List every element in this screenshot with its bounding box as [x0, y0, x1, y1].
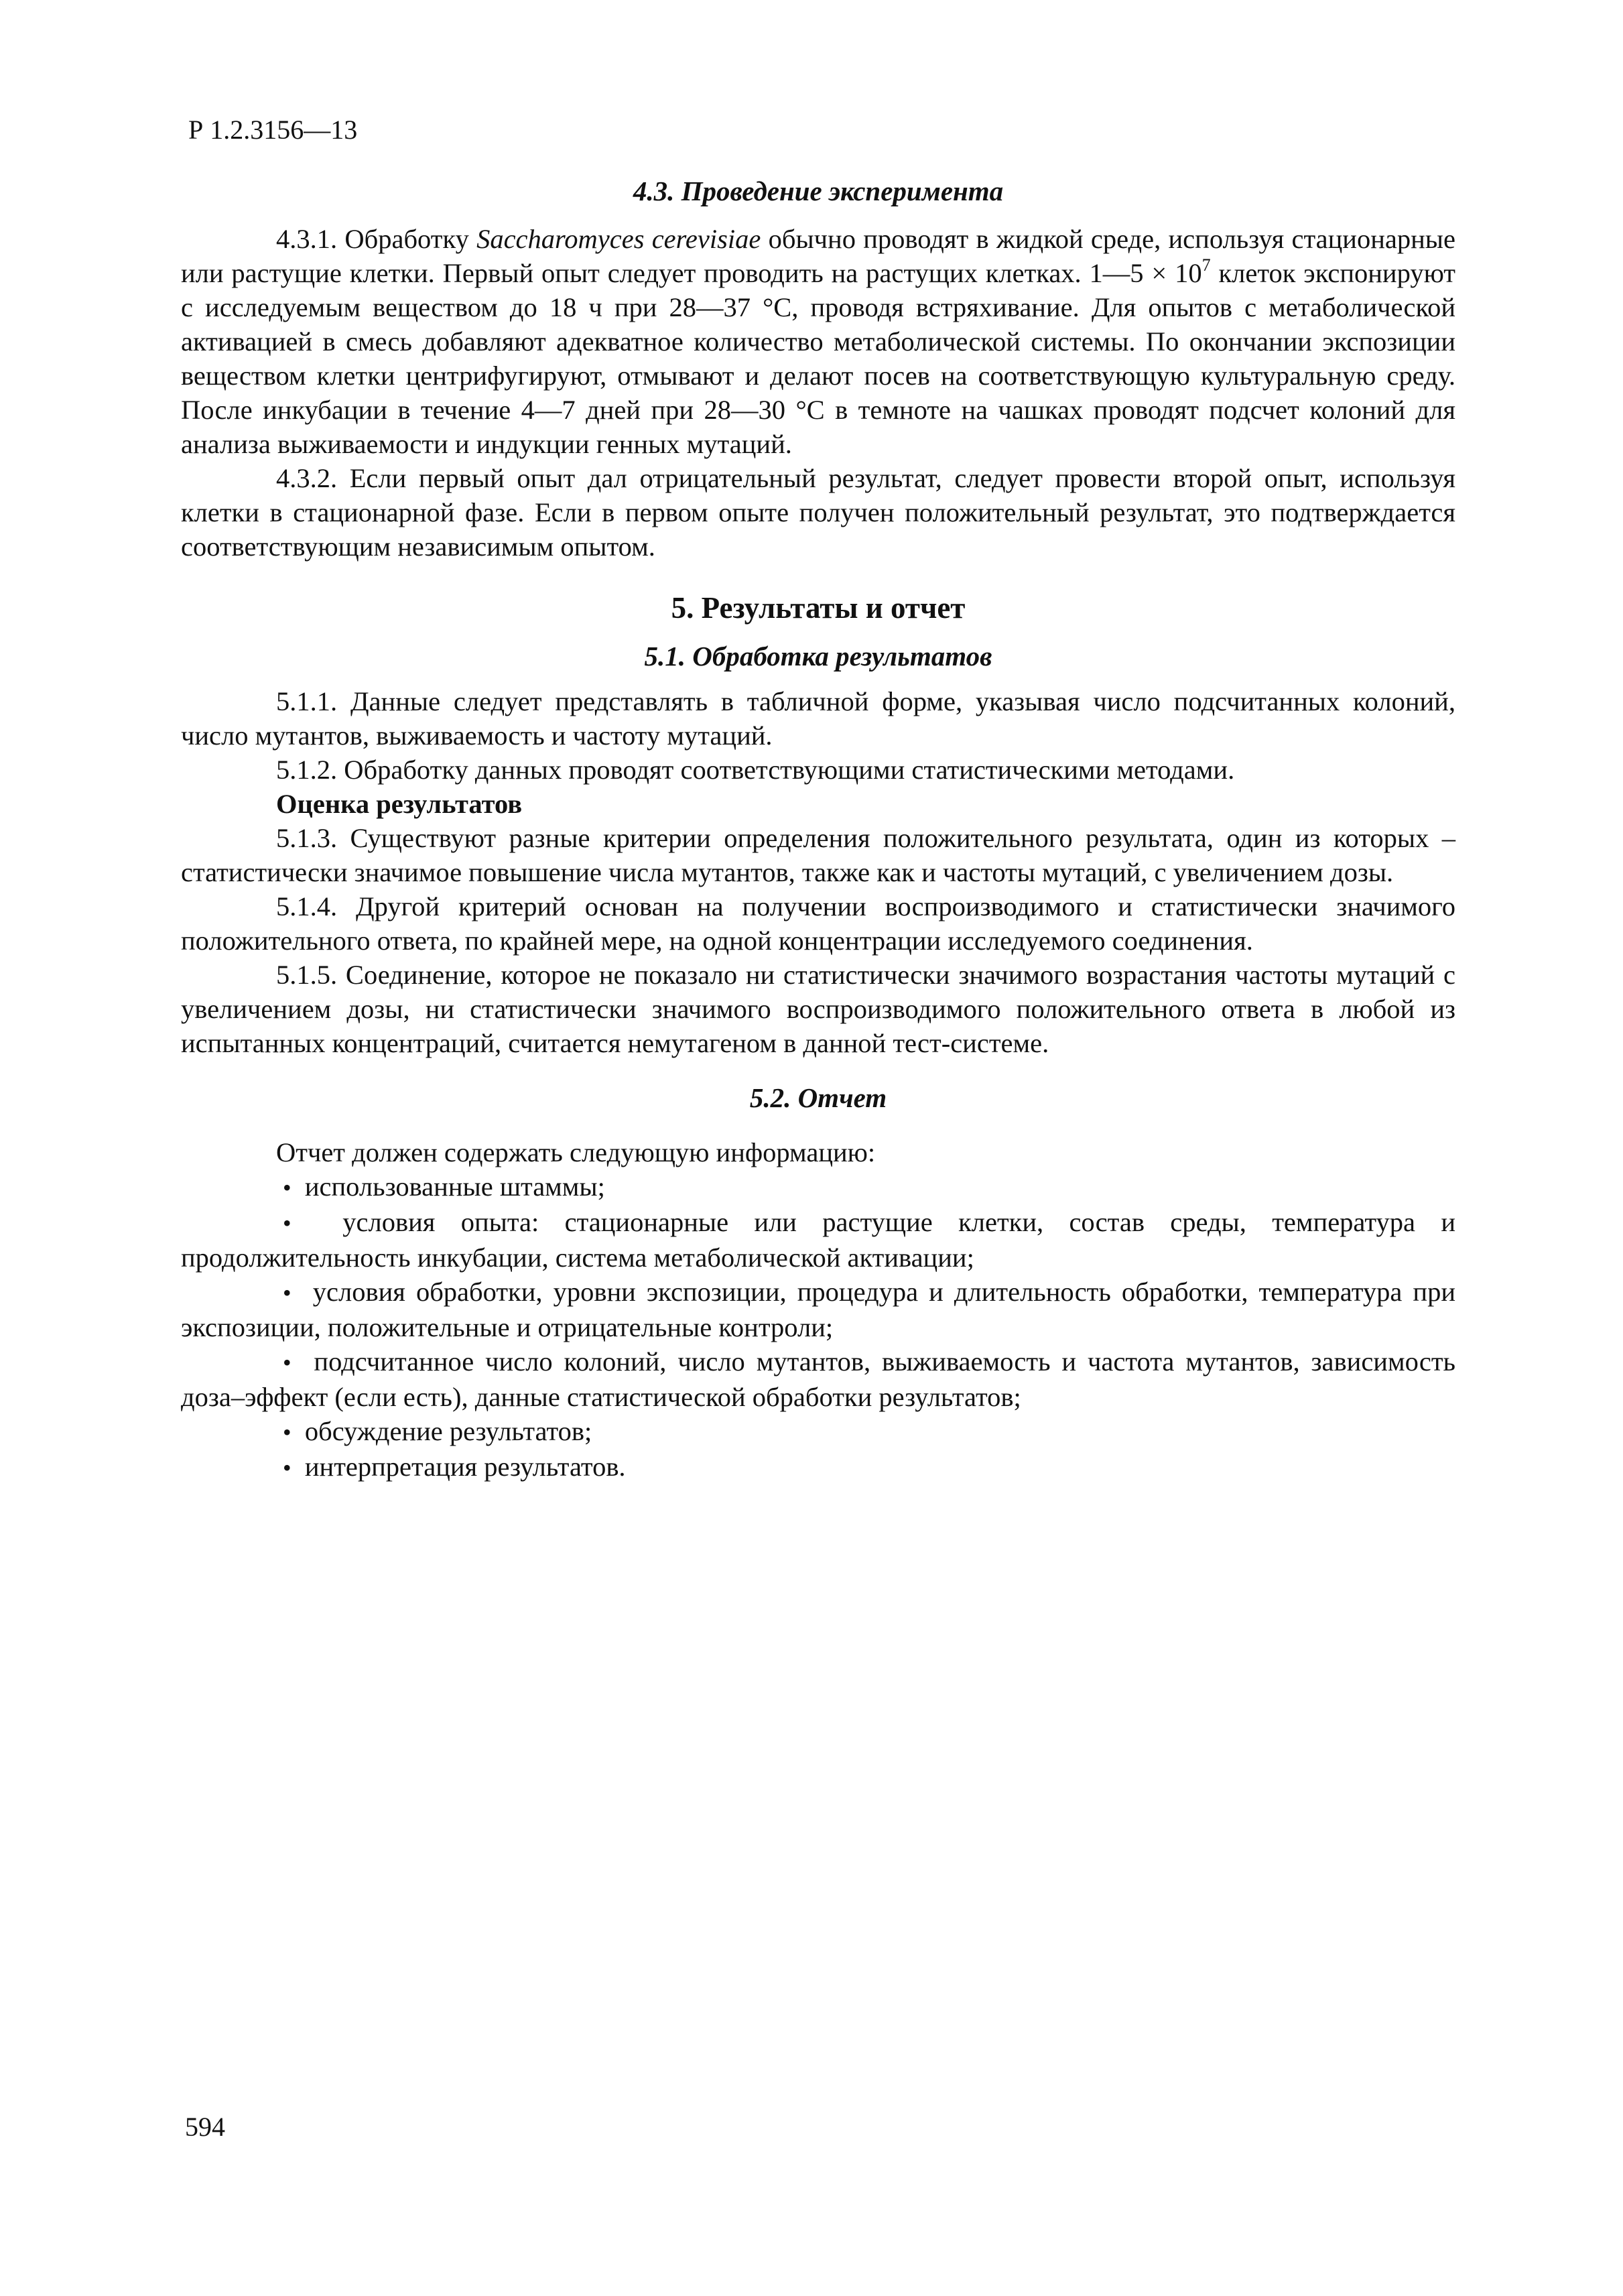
report-bullet: • условия обработки, уровни экспозиции, процедура и длительность обработки, температура при экспозиции, положительные и отрицательные контроли;: [181, 1277, 1455, 1342]
report-bullet: • обсуждение результатов;: [283, 1416, 592, 1446]
section-5-title: 5. Результаты и отчет: [671, 591, 966, 625]
paragraph-4-3-1: 4.3.1. Обработку Saccharomyces cerevisiae обычно проводят в жидкой среде, используя стационарные или растущие клетки. Первый опыт следует проводить на растущих клетках. 1—5 × $10^7$ клеток экспонируют с исследуемым веществом до 18 ч при 28—37 °С, проводя встряхивание. Для опытов с метаболической активацией в смесь добавляют адекватное количество метаболической системы. По окончании экспозиции веществом клетки центрифугируют, отмывают и делают посев на соответствующую культуральную среду. После инкубации в течение 4—7 дней при 28—30 °С в темноте на чашках проводят подсчет колоний для анализа выживаемости и индукции генных мутаций.: [181, 224, 1455, 459]
paragraph-5-1-5: 5.1.5. Соединение, которое не показало ни статистически значимого возрастания частоты мутаций с увеличением дозы, ни статистически значимого воспроизводимого положительного ответа в любой из испытанных концентраций, считается немутагеном в данной тест-системе.: [181, 960, 1455, 1058]
species-name: Saccharomyces cerevisiae: [476, 224, 761, 254]
bullet-icon: •: [283, 1210, 291, 1236]
report-intro: Отчет должен содержать следующую информацию:: [276, 1137, 876, 1167]
page-number: 594: [185, 2112, 225, 2142]
document-code: Р 1.2.3156—13: [188, 115, 358, 145]
paragraph-5-1-2: 5.1.2. Обработку данных проводят соответствующими статистическими методами.: [276, 755, 1235, 785]
bullet-icon: •: [283, 1454, 291, 1481]
paragraph-4-3-2: 4.3.2. Если первый опыт дал отрицательный результат, следует провести второй опыт, используя клетки в стационарной фазе. Если в первом опыте получен положительный результат, это подтверждается соответствующим независимым опытом.: [181, 463, 1455, 562]
report-bullet: • условия опыта: стационарные или растущие клетки, состав среды, температура и продолжительность инкубации, система метаболической активации;: [181, 1207, 1455, 1273]
paragraph-5-1-4: 5.1.4. Другой критерий основан на получении воспроизводимого и статистически значимого положительного ответа, по крайней мере, на одной концентрации исследуемого соединения.: [181, 891, 1455, 956]
section-5-1-title: 5.1. Обработка результатов: [644, 641, 992, 672]
paragraph-5-1-3: 5.1.3. Существуют разные критерии определения положительного результата, один из которых – статистически значимое повышение числа мутантов, также как и частоты мутаций, с увеличением дозы.: [181, 823, 1455, 887]
report-bullet: • использованные штаммы;: [283, 1171, 605, 1202]
evaluation-heading: Оценка результатов: [276, 789, 523, 819]
bullet-icon: •: [283, 1349, 291, 1376]
paragraph-5-1-1: 5.1.1. Данные следует представлять в табличной форме, указывая число подсчитанных колоний, число мутантов, выживаемость и частоту мутаций.: [181, 686, 1455, 751]
report-bullet: • подсчитанное число колоний, число мутантов, выживаемость и частота мутантов, зависимость доза–эффект (если есть), данные статистической обработки результатов;: [181, 1346, 1455, 1412]
section-5-2-title: 5.2. Отчет: [749, 1082, 887, 1113]
bullet-icon: •: [283, 1419, 291, 1446]
bullet-icon: •: [283, 1174, 291, 1201]
report-bullet: • интерпретация результатов.: [283, 1452, 626, 1482]
section-4-3-title: 4.3. Проведение эксперимента: [633, 176, 1004, 206]
page-body: [181, 174, 1455, 1485]
exponent: 7: [1202, 255, 1211, 275]
bullet-icon: •: [283, 1279, 291, 1306]
